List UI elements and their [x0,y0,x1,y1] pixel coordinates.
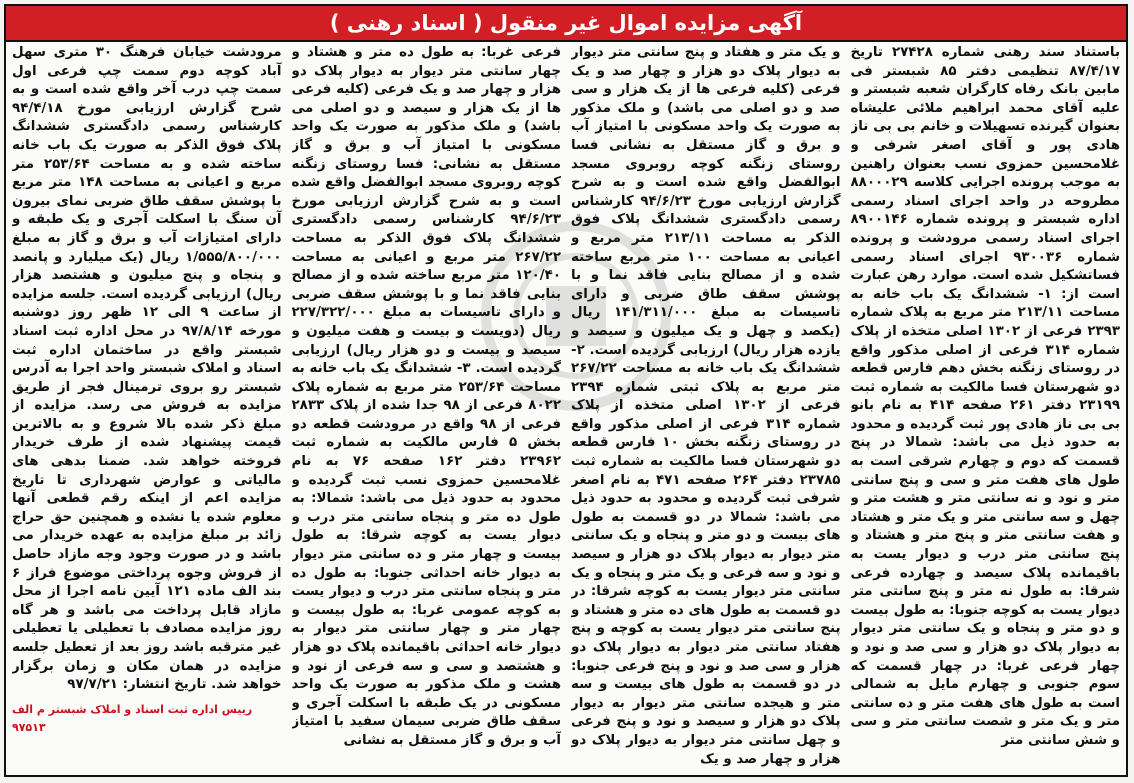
page-title: آگهی مزایده اموال غیر منقول ( اسناد رهنی ) [329,11,803,35]
column-2-text: و یک متر و هفتاد و پنج سانتی متر دیوار به دیوار پلاک دو هزار و چهار صد و یک فرعی (کلیه فرعی ها از یک هزار و سی صد و دو اصلی می باشد) و ملک مذکور به صورت یک واحد مسکونی با امتیاز آب و برق و گاز مستقل به نشانی فسا روستای زنگنه کوچه روبروی مسجد ابوالفضل واقع شده است و به شرح گزارش ارزیابی مورخ ۹۴/۶/۲۳ کارشناس رسمی دادگستری ششدانگ پلاک فوق الذکر به مساحت ۲۱۳/۱۱ متر مربع و اعیانی به مساحت ۱۰۰ متر مربع ساخته شده و از مصالح بنایی فاقد نما و با پوشش سقف طاق ضربی و دارای تاسیسات به مبلغ ۱۴۱/۳۱۱/۰۰۰ ریال (یکصد و چهل و یک میلیون و سیصد و یازده هزار ریال) ارزیابی گردیده است. ۲- ششدانگ یک باب خانه به مساحت ۲۶۷/۲۲ متر مربع به پلاک ثبتی شماره ۲۳۹۴ فرعی از ۱۳۰۲ اصلی متخذه از پلاک شماره ۳۱۴ فرعی از اصلی مذکور واقع در روستای زنگنه بخش ۱۰ فارس قطعه دو شهرستان فسا مالکیت به شماره ثبت ۲۳۷۸۵ دفتر ۲۶۴ صفحه ۴۷۱ به نام اصغر شرفی ثبت گردیده و محدود به حدود ذیل می باشد: شمالا در دو قسمت به طول های بیست و دو متر و پنجاه و یک سانتی متر دیوار به دیوار پلاک دو هزار و سیصد و نود و سه فرعی و یک متر و پنجاه و یک سانتی متر دیوار یست به کوچه شرقا: در دو قسمت به طول های ده متر و هشتاد و پنج سانتی متر دیوار یست به کوچه و پنج هفتاد سانتی متر دیوار به دیوار پلاک دو هزار و سی صد و نود و پنج فرعی جنوبا: در دو قسمت به طول های بیست و سه متر و هیجده سانتی متر دیوار به دیوار پلاک دو هزار و سیصد و نود و پنج فرعی و چهل سانتی متر دیوار به دیوار پلاک دو هزار و چهار صد و یک [571,45,841,767]
text-column-2 [571,44,841,771]
column-1-text: باستناد سند رهنی شماره ۲۷۴۲۸ تاریخ ۸۷/۴/۱۷ تنظیمی دفتر ۸۵ شبستر فی مابین بانک رفاه کارگران شعبه شبستر و علیه آقای محمد ابراهیم ملائی علیشاه بعنوان گیرنده تسهیلات و خانم بی بی ناز هادی پور و آقای اصغر شرفی و غلامحسین حمزوی نسب بعنوان راهنین به موجب پرونده اجرایی کلاسه ۸۸۰۰۰۲۹ مطروحه در واحد اجرای اسناد رسمی اداره شبستر و پرونده شماره ۸۹۰۰۱۴۶ اجرای اسناد رسمی مرودشت و پرونده شماره ۹۳۰۰۳۶ اجرای اسناد رسمی فساتشکیل شده است. موارد رهن عبارت است از: ۱- ششدانگ یک باب خانه به مساحت ۲۱۳/۱۱ متر مربع به پلاک شماره ۲۳۹۳ فرعی از ۱۳۰۲ اصلی متخذه از پلاک شماره ۳۱۴ فرعی از اصلی مذکور واقع در روستای زنگنه بخش دهم فارس قطعه دو شهرستان فسا مالکیت به شماره ثبت ۲۳۱۹۹ دفتر ۲۶۱ صفحه ۴۱۴ به نام بانو بی بی ناز هادی پور ثبت گردیده و محدود به حدود ذیل می باشد: شمالا در پنج قسمت که دوم و چهارم شرقی است به طول های هفت متر و سی و پنج سانتی متر و نود و نه سانتی متر و هشت متر و چهل و سه سانتی متر و یک متر و هشتاد و هفت سانتی متر و پنج متر و هشتاد و پنج سانتی متر درب و دیوار یست به باقیمانده پلاک سیصد و چهارده فرعی شرقا: به طول نه متر و پنج سانتی متر دیوار یست به کوچه جنوبا: به طول بیست و دو متر و پنجاه و یک سانتی متر دیوار به دیوار پلاک دو هزار و سی صد و نود و چهار فرعی غربا: در چهار قسمت که سوم جنوبی و چهارم مایل به شمالی است به طول های هفت متر و ده سانتی متر و یک متر و شصت سانتی متر و سی و شش سانتی متر [850,45,1120,748]
text-column-1 [851,44,1121,771]
text-column-4 [12,44,282,771]
title-banner [6,6,1126,42]
column-4-text: مرودشت خیابان فرهنگ ۳۰ متری سهل آباد کوچه دوم سمت چپ فرعی اول سمت چپ درب آخر واقع شده است و به شرح گزارش ارزیابی مورخ ۹۴/۴/۱۸ کارشناس رسمی دادگستری ششدانگ پلاک فوق الذکر به صورت یک باب خانه ساخته شده و به مساحت ۲۵۳/۶۴ متر مربع و اعیانی به مساحت ۱۴۸ متر مربع با پوشش سقف طاق ضربی نمای بیرون آن سنگ با اسکلت آجری و یک طبقه و دارای امتیازات آب و برق و گاز به مبلغ ۱/۵۵۵/۸۰۰/۰۰۰ ریال (یک میلیارد و پانصد و پنجاه و پنج میلیون و هشتصد هزار ریال) ارزیابی گردیده است. جلسه مزایده از ساعت ۹ الی ۱۲ ظهر روز دوشنبه مورخه ۹۷/۸/۱۴ در محل اداره ثبت اسناد شبستر واقع در ساختمان اداره ثبت اسناد و املاک شبستر واحد اجرا به آدرس شبستر رو بروی ترمینال فجر از طریق مزایده به فروش می رسد. مزایده از مبلغ ذکر شده بالا شروع و به بالاترین قیمت پیشنهاد شده از طرف خریدار فروخته خواهد شد. ضمنا بدهی های مالیاتی و عوارض شهرداری تا تاریخ مزایده اعم از اینکه رقم قطعی آنها معلوم شده یا نشده و همچنین حق حراج زائد بر مبلغ مزایده به عهده خریدار می باشد و در صورت وجود وجه مازاد حاصل از فروش وجوه پرداختی موضوع فراز ۶ بند الف ماده ۱۲۱ آیین نامه اجرا از محل مازاد قابل پرداخت می باشد و هر گاه روز مزایده مصادف با تعطیلی یا تعطیلی غیر مترقبه باشد روز بعد از تعطیل جلسه مزایده در همان مکان و زمان برگزار خواهد شد. تاریخ انتشار: ۹۷/۷/۲۱ [12,45,282,693]
signature-line: رییس اداره ثبت اسناد و املاک شبستر م الف ۹۷۵۱۳ [12,702,253,735]
notice-columns [12,44,1120,771]
notice-page [4,4,1128,777]
text-column-3 [292,44,562,771]
column-3-text: فرعی غربا: به طول ده متر و هشتاد و چهار سانتی متر دیوار به دیوار پلاک دو هزار و چهار صد و یک فرعی (کلیه فرعی ها از یک هزار و سیصد و دو اصلی می باشد) و ملک مذکور به صورت یک واحد مسکونی با امتیاز آب و برق و گاز مستقل به نشانی: فسا روستای زنگنه کوچه روبروی مسجد ابوالفضل واقع شده است و به شرح گزارش ارزیابی مورخ ۹۴/۶/۲۳ کارشناس رسمی دادگستری ششدانگ پلاک فوق الذکر به مساحت ۲۶۷/۲۲ متر مربع و اعیانی به مساحت ۱۲۰/۴۰ متر مربع ساخته شده و از مصالح بنایی فاقد نما و با پوشش سقف ضربی و دارای تاسیسات به مبلغ ۲۲۷/۳۲۲/۰۰۰ ریال (دویست و بیست و هفت میلیون و سیصد و بیست و دو هزار ریال) ارزیابی گردیده است. ۳- ششدانگ یک باب خانه به مساحت ۲۵۳/۶۴ متر مربع به شماره پلاک ۸۰۲۲ فرعی از ۹۸ جدا شده از پلاک ۲۸۳۳ فرعی از ۹۸ واقع در مرودشت قطعه دو بخش ۵ فارس مالکیت به شماره ثبت ۲۳۹۶۲ دفتر ۱۶۲ صفحه ۷۶ به نام غلامحسین حمزوی نسب ثبت گردیده و محدود به حدود ذیل می باشد: شمالا: به طول ده متر و پنجاه سانتی متر درب و دیوار یست به کوچه شرقا: به طول بیست و چهار متر و ده سانتی متر دیوار به دیوار خانه احداثی جنوبا: به طول ده متر و پنجاه سانتی متر درب و دیوار یست به کوچه عمومی غربا: به طول بیست و چهار متر و چهار سانتی متر دیوار به دیوار خانه احداثی باقیمانده پلاک دو هزار و هشتصد و سی و سه فرعی از نود و هشت و ملک مذکور به صورت یک واحد مسکونی در یک طبقه با اسکلت آجری و سقف طاق ضربی سیمان سفید با امتیاز آب و برق و گاز مستقل به نشانی [291,45,561,748]
